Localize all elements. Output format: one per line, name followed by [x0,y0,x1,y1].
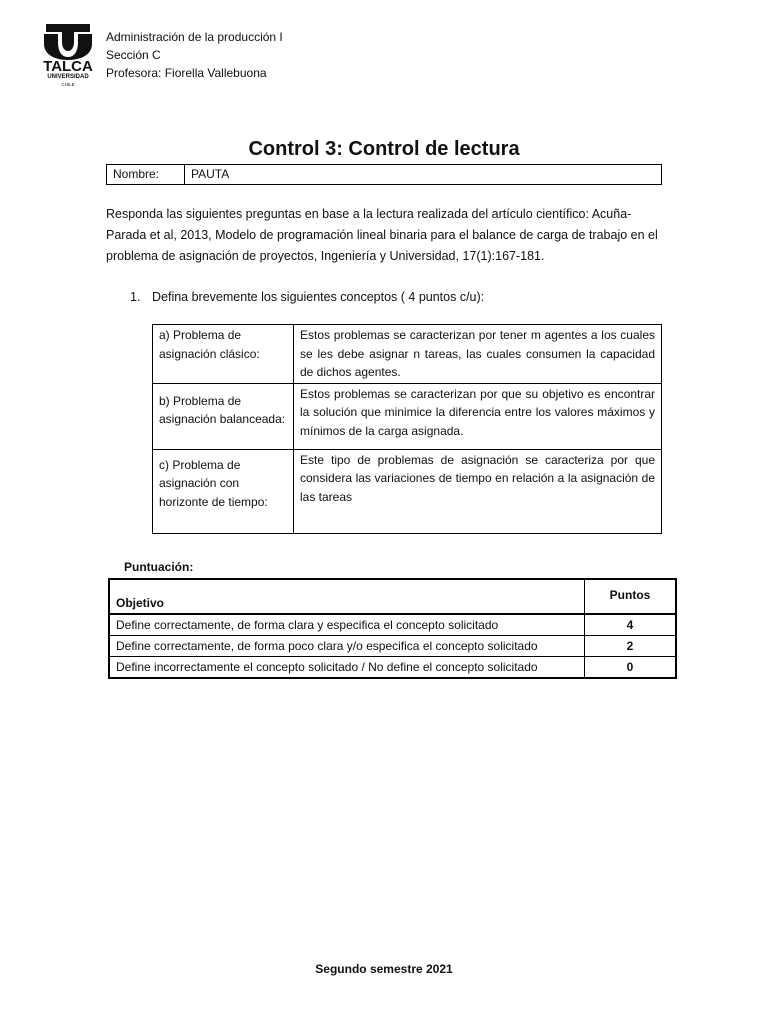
name-value: PAUTA [191,167,230,181]
points-cell: 4 [585,614,677,636]
concept-term: a) Problema de asignación clásico: [153,325,294,384]
table-row [153,325,662,384]
concept-term: c) Problema de asignación con horizonte de tiempo: [153,449,294,533]
objective-cell: Define correctamente, de forma poco clara y/o especifica el concepto solicitado [109,636,585,657]
objective-cell: Define incorrectamente el concepto solicitado / No define el concepto solicitado [109,657,585,679]
table-row [109,657,676,679]
page-title: Control 3: Control de lectura [248,138,520,160]
name-field [106,164,662,185]
points-cell: 0 [585,657,677,679]
concept-definition: Estos problemas se caracterizan por tener m agentes a los cuales se les debe asignar n tareas, las cuales consumen la capacidad de dichos agentes. [294,325,662,384]
logo-country: CHILE [61,82,75,87]
question-number: 1. [130,290,141,304]
logo-sub: UNIVERSIDAD [47,74,89,80]
instructions-paragraph: Responda las siguientes preguntas en base a la lectura realizada del artículo científico: Acuña-Parada et al, 2013, Modelo de programación lineal binaria para el balance de carga de trabajo en el problema de asignación de proyectos, Ingeniería y Universidad, 17(1):167-181. [106,207,658,263]
scoring-label: Puntuación: [124,560,194,574]
course-name: Administración de la producción I [106,30,283,44]
table-row [109,636,676,657]
table-row [153,449,662,533]
table-row [109,614,676,636]
question-1 [130,288,484,306]
points-header: Puntos [585,579,677,614]
objective-cell: Define correctamente, de forma clara y especifica el concepto solicitado [109,614,585,636]
name-label: Nombre: [107,165,185,184]
university-logo-icon [42,24,94,60]
objective-header: Objetivo [109,579,585,614]
logo-name: TALCA [43,58,93,75]
question-text: Defina brevemente los siguientes conceptos ( 4 puntos c/u): [152,290,485,304]
course-teacher: Profesora: Fiorella Vallebuona [106,66,267,80]
scoring-table [108,578,677,679]
concept-definition: Este tipo de problemas de asignación se caracteriza por que considera las variaciones de tiempo en relación a la asignación de las tareas [294,449,662,533]
table-row [153,383,662,449]
concepts-table [152,324,662,534]
university-logo [42,24,94,90]
course-section: Sección C [106,48,161,62]
concept-definition: Estos problemas se caracterizan por que su objetivo es encontrar la solución que minimice la diferencia entre los valores máximos y mínimos de la carga asignada. [294,383,662,449]
course-header [106,28,283,82]
page-footer: Segundo semestre 2021 [315,962,453,976]
concept-term: b) Problema de asignación balanceada: [153,383,294,449]
table-header-row [109,579,676,614]
points-cell: 2 [585,636,677,657]
